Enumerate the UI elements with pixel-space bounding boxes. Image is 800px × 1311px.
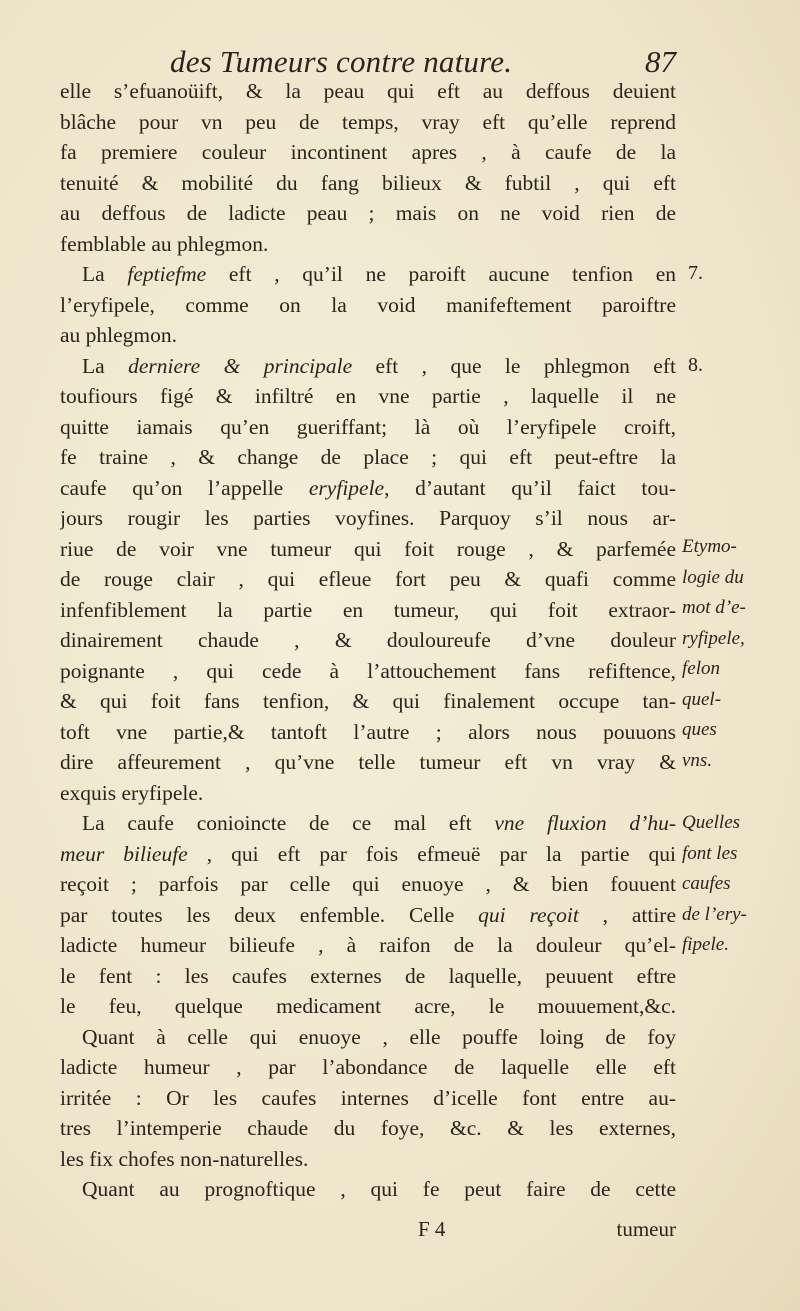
text-line: [60, 107, 676, 138]
text-line: [60, 259, 676, 290]
text-line: [60, 1022, 676, 1053]
italic-phrase: qui reçoit: [478, 902, 579, 927]
margin-number-8: 8.: [688, 354, 703, 376]
line-text: elle s’efuanoüift, & la peau qui eft au deffous deuient: [60, 79, 676, 103]
line-text: riue de voir vne tumeur qui foit rouge , & parfemée: [60, 536, 676, 561]
text-line: [60, 900, 676, 931]
margin-note-line: logie du: [682, 566, 744, 588]
text-line: [60, 808, 676, 839]
line-text: ladicte humeur bilieufe , à raifon de la douleur qu’el-: [60, 933, 676, 957]
text-line: [60, 168, 676, 199]
line-text: ladicte humeur , par l’abondance de laquelle elle eft: [60, 1055, 676, 1079]
text-line: [60, 229, 676, 260]
line-text: les fix chofes non-naturelles.: [60, 1146, 309, 1171]
line-text: toufiours figé & infiltré en vne partie , laquelle il ne: [60, 384, 676, 408]
text-line: [60, 412, 676, 443]
running-title: des Tumeurs contre nature.: [170, 44, 513, 79]
margin-note-line: felon: [682, 658, 720, 679]
line-text: Quant au prognoftique , qui fe peut faire de cette: [82, 1177, 676, 1201]
italic-phrase: meur bilieufe: [60, 841, 188, 866]
text-line: [60, 717, 676, 748]
line-text: dinairement chaude , & douloureufe d’vne douleur: [60, 628, 676, 652]
margin-note-line: mot d’e-: [682, 597, 746, 618]
margin-note-line: ques: [682, 719, 717, 740]
line-text: fa premiere couleur incontinent apres , à caufe de la: [60, 140, 676, 164]
text-line: [60, 564, 676, 595]
text-line: [60, 656, 676, 687]
margin-note-line: ryfipele,: [682, 627, 745, 649]
margin-note-line: quel-: [682, 688, 722, 710]
catchword: tumeur: [616, 1217, 676, 1241]
margin-note-line: Etymo-: [682, 536, 737, 557]
line-text: le fent : les caufes externes de laquelle, peuuent eftre: [60, 963, 676, 988]
text-line: [60, 1144, 676, 1175]
line-text: jours rougir les parties voyfines. Parquoy s’il nous ar-: [60, 506, 676, 530]
line-text: reçoit ; parfois par celle qui enuoye , & bien fouuent: [60, 872, 676, 896]
text-line: [60, 961, 676, 992]
line-text: exquis eryfipele.: [60, 780, 204, 805]
margin-note-line: Quelles: [682, 812, 741, 833]
line-text: caufe qu’on l’appelle: [60, 475, 309, 500]
line-text: dire affeurement , qu’vne telle tumeur eft vn vray &: [60, 750, 676, 774]
signature-mark: F 4: [418, 1217, 446, 1241]
text-line: [60, 747, 676, 778]
line-text: , qui eft par fois efmeuë par la partie qui: [187, 841, 676, 866]
page-footer: [60, 1217, 676, 1253]
text-line: [60, 869, 676, 900]
text-line: [60, 137, 676, 168]
line-text: le feu, quelque medicament acre, le mouuement,&c.: [60, 994, 676, 1018]
margin-note-etymology: [682, 532, 792, 776]
line-text: quitte iamais qu’en gueriffant; là où l’eryfipele croift,: [60, 414, 676, 439]
line-text: infenfiblement la partie en tumeur, qui foit extraor-: [60, 597, 676, 622]
text-line: [60, 991, 676, 1022]
line-text: eft , que le phlegmon eft: [352, 353, 676, 378]
line-text: La: [82, 262, 128, 286]
italic-phrase: eryfipele: [308, 475, 385, 500]
line-text: La caufe conioincte de ce mal eft: [82, 811, 495, 835]
text-line: [60, 198, 676, 229]
text-line: [60, 686, 676, 717]
line-text: au deffous de ladicte peau ; mais on ne void rien de: [60, 201, 676, 225]
line-text: par toutes les deux enfemble. Celle: [60, 902, 479, 927]
line-text: l’eryfipele, comme on la void manifeftement paroiftre: [60, 292, 676, 317]
text-line: [60, 320, 676, 351]
margin-note-line: font les: [682, 842, 738, 864]
italic-phrase: derniere & principale: [128, 353, 353, 378]
italic-phrase: feptiefme: [127, 262, 207, 286]
text-line: [60, 503, 676, 534]
line-text: toft vne partie,& tantoft l’autre ; alors nous pouuons: [60, 719, 676, 744]
line-text: de rouge clair , qui efleue fort peu & quafi comme: [60, 567, 676, 591]
text-line: [60, 1113, 676, 1144]
text-line: [60, 534, 676, 565]
margin-note-line: caufes: [682, 873, 731, 894]
line-text: poignante , qui cede à l’attouchement fans refiftence,: [60, 658, 676, 683]
line-text: & qui foit fans tenfion, & qui finalement occupe tan-: [60, 689, 676, 713]
line-text: fe traine , & change de place ; qui eft peut-eftre la: [60, 445, 676, 469]
text-line: [60, 351, 676, 382]
margin-number-7: 7.: [688, 262, 703, 284]
line-text: La: [82, 353, 129, 378]
main-text-block: [60, 76, 676, 1205]
text-line: [60, 778, 676, 809]
margin-note-line: de l’ery-: [682, 903, 747, 925]
text-line: [60, 1174, 676, 1205]
line-text: Quant à celle qui enuoye , elle pouffe loing de foy: [82, 1024, 676, 1049]
margin-note-causes: [682, 808, 792, 961]
italic-phrase: vne fluxion d’hu-: [494, 811, 676, 835]
text-line: [60, 625, 676, 656]
text-line: [60, 930, 676, 961]
text-line: [60, 442, 676, 473]
text-line: [60, 290, 676, 321]
text-line: [60, 1052, 676, 1083]
margin-note-line: vns.: [682, 749, 713, 771]
line-text: tres l’intemperie chaude du foye, &c. & les externes,: [60, 1116, 676, 1140]
text-line: [60, 381, 676, 412]
text-line: [60, 595, 676, 626]
line-text: au phlegmon.: [60, 323, 178, 347]
text-line: [60, 473, 676, 504]
line-text: femblable au phlegmon.: [60, 231, 269, 256]
page-number: 87: [645, 44, 676, 79]
text-line: [60, 76, 676, 107]
line-text: , d’autant qu’il faict tou-: [384, 475, 676, 500]
line-text: eft , qu’il ne paroift aucune tenfion en: [206, 262, 676, 286]
line-text: , attire: [578, 902, 676, 927]
margin-note-line: fipele.: [682, 934, 729, 955]
text-line: [60, 1083, 676, 1114]
line-text: irritée : Or les caufes internes d’icelle font entre au-: [60, 1085, 676, 1110]
line-text: blâche pour vn peu de temps, vray eft qu’elle reprend: [60, 109, 676, 134]
line-text: tenuité & mobilité du fang bilieux & fubtil , qui eft: [60, 170, 676, 195]
text-line: [60, 839, 676, 870]
